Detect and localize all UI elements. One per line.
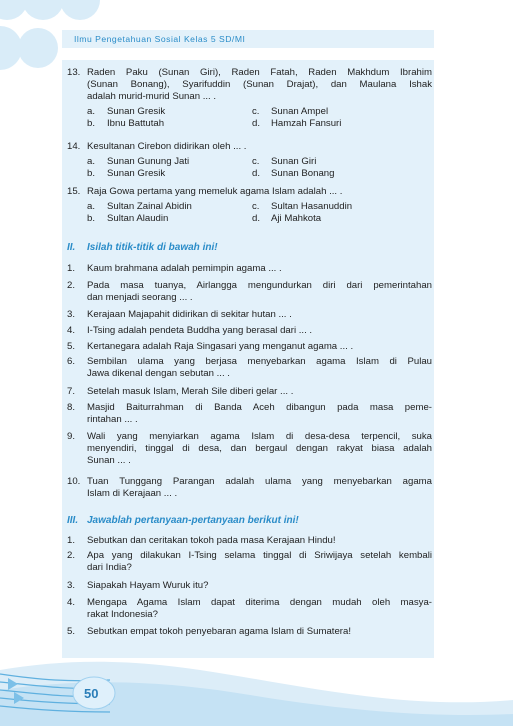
section-title: Jawablah pertanyaan-pertanyaan berikut ini! (87, 515, 299, 526)
option-letter: d. (252, 118, 261, 129)
question-text-line: Mengapa Agama Islam dapat diterima dengan mudah oleh masya- (87, 597, 432, 608)
question-text-line: Masjid Baiturrahman di Banda Aceh dibangun pada masa peme- (87, 402, 432, 413)
option-text: Sultan Hasanuddin (271, 201, 353, 212)
question-text-line: Sebutkan empat tokoh penyebaran agama Islam di Sumatera! (87, 626, 351, 637)
option-text: Aji Mahkota (271, 213, 322, 224)
question-number: 13. (67, 67, 81, 78)
question-text-line: Kertanegara adalah Raja Singasari yang menganut agama ... . (87, 341, 354, 352)
question-text-line: Kerajaan Majapahit didirikan di sekitar hutan ... . (87, 309, 292, 320)
question-text-line: dan menjadi seorang ... . (87, 292, 193, 303)
option-letter: c. (252, 156, 260, 167)
item-number: 7. (67, 386, 76, 397)
question-text-line: Apa yang dilakukan I-Tsing selama tinggal di Sriwijaya setelah kembali (87, 550, 432, 561)
option-text: Sunan Gunung Jati (107, 156, 190, 167)
question-text-line: adalah murid-murid Sunan ... . (87, 91, 217, 102)
item-number: 5. (67, 341, 76, 352)
item-number: 8. (67, 402, 76, 413)
question-text-line: Sembilan ulama yang berjasa menyebarkan agama Islam di Pulau (87, 356, 432, 367)
option-letter: d. (252, 213, 261, 224)
question-text-line: Kaum brahmana adalah pemimpin agama ... . (87, 263, 282, 274)
question-text-line: Sunan ... . (87, 455, 131, 466)
option-letter: c. (252, 201, 260, 212)
item-number: 1. (67, 535, 76, 546)
question-text-line: Pada masa tuanya, Airlangga mengundurkan diri dari pemerintahan (87, 280, 432, 291)
item-number: 4. (67, 597, 76, 608)
option-letter: d. (252, 168, 261, 179)
option-text: Sunan Gresik (107, 168, 166, 179)
question-number: 15. (67, 186, 81, 197)
decor-circle (22, 0, 64, 20)
question-text-line: Raja Gowa pertama yang memeluk agama Islam adalah ... . (87, 186, 343, 197)
question-text-line: Raden Paku (Sunan Giri), Raden Fatah, Raden Makhdum Ibrahim (87, 67, 432, 78)
option-text: Sunan Ampel (271, 106, 329, 117)
item-number: 5. (67, 626, 76, 637)
section-roman: II. (67, 242, 76, 253)
question-text-line: rakat Indonesia? (87, 609, 158, 620)
option-letter: a. (87, 156, 96, 167)
question-text-line: dari India? (87, 562, 132, 573)
question-text-line: Sebutkan dan ceritakan tokoh pada masa Kerajaan Hindu! (87, 535, 336, 546)
question-text-line: Tuan Tunggang Parangan adalah ulama yang menyebarkan agama (87, 476, 432, 487)
running-header: Ilmu Pengetahuan Sosial Kelas 5 SD/MI (74, 34, 246, 44)
decor-circle (18, 28, 58, 68)
question-text-line: rintahan ... . (87, 414, 138, 425)
page-number: 50 (84, 686, 99, 701)
option-text: Ibnu Battutah (107, 118, 165, 129)
item-number: 3. (67, 580, 76, 591)
option-letter: a. (87, 106, 96, 117)
option-text: Sultan Zainal Abidin (107, 201, 192, 212)
option-text: Sultan Alaudin (107, 213, 169, 224)
option-letter: b. (87, 118, 96, 129)
option-letter: b. (87, 168, 96, 179)
option-letter: a. (87, 201, 96, 212)
option-text: Sunan Gresik (107, 106, 166, 117)
decor-circle (60, 0, 100, 20)
item-number: 1. (67, 263, 76, 274)
item-number: 2. (67, 550, 76, 561)
section-title: Isilah titik-titik di bawah ini! (87, 242, 218, 253)
item-number: 9. (67, 431, 76, 442)
question-text-line: menyendiri, tinggal di desa, dan bergaul dengan rakyat biasa adalah (87, 443, 432, 454)
question-text-line: Setelah masuk Islam, Merah Sile diberi gelar ... . (87, 386, 294, 397)
question-text-line: Wali yang menyiarkan agama Islam di desa-desa terpencil, suka (87, 431, 432, 442)
question-text-line: I-Tsing adalah pendeta Buddha yang berasal dari ... . (87, 325, 313, 336)
option-letter: b. (87, 213, 96, 224)
question-text-line: Jawa dikenal dengan sebutan ... . (87, 368, 230, 379)
section-roman: III. (67, 515, 79, 526)
question-text-line: Siapakah Hayam Wuruk itu? (87, 580, 209, 591)
question-text-line: Kesultanan Cirebon didirikan oleh ... . (87, 141, 247, 152)
item-number: 6. (67, 356, 76, 367)
option-letter: c. (252, 106, 260, 117)
option-text: Hamzah Fansuri (271, 118, 342, 129)
item-number: 10. (67, 476, 81, 487)
question-text-line: Islam di Kerajaan ... . (87, 488, 178, 499)
item-number: 4. (67, 325, 76, 336)
option-text: Sunan Bonang (271, 168, 335, 179)
item-number: 3. (67, 309, 76, 320)
option-text: Sunan Giri (271, 156, 317, 167)
item-number: 2. (67, 280, 76, 291)
question-text-line: (Sunan Bonang), Syarifuddin (Sunan Drajat), dan Maulana Ishak (87, 79, 432, 90)
question-number: 14. (67, 141, 81, 152)
